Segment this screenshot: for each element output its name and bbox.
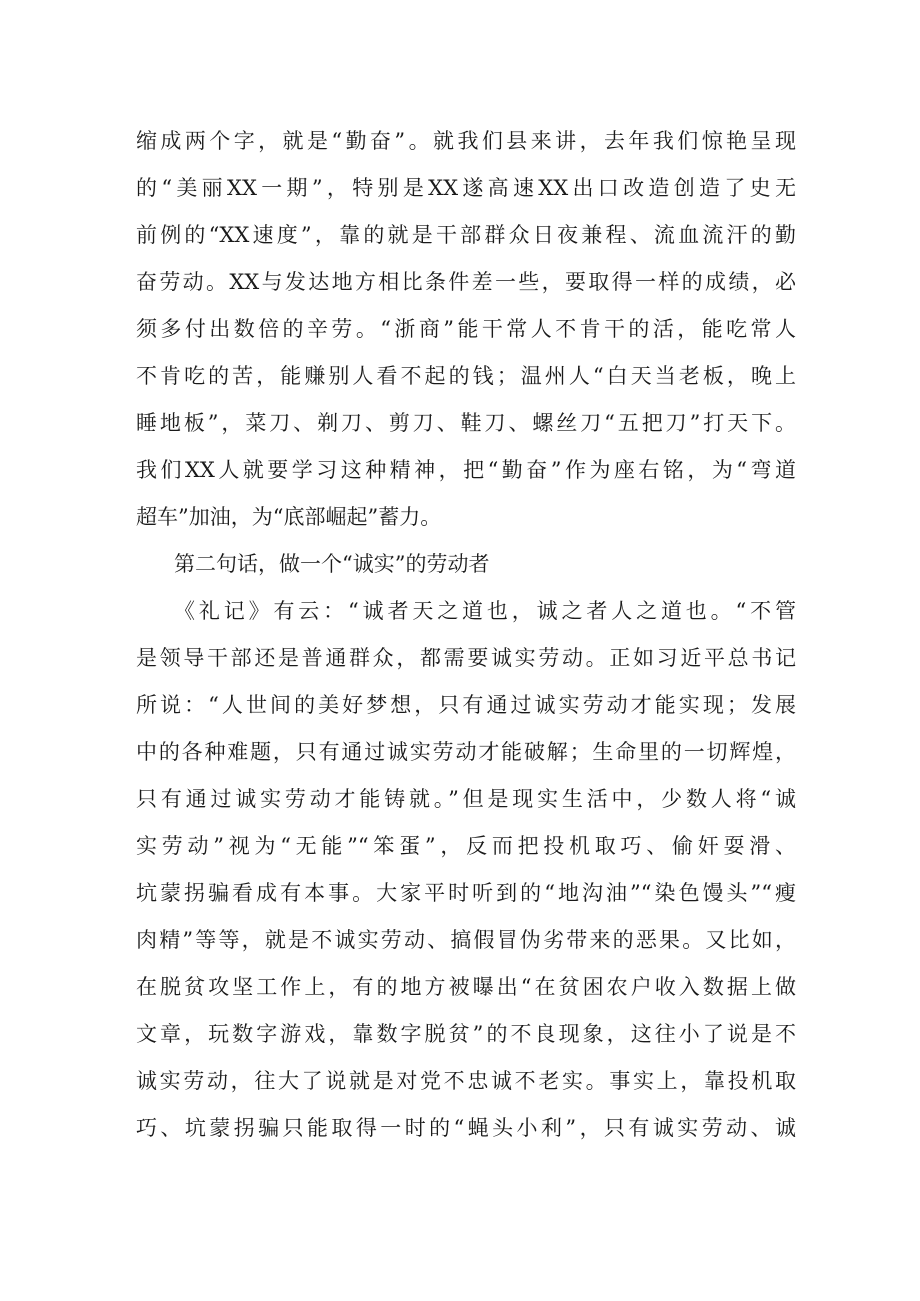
paragraph-honesty — [136, 588, 796, 1152]
text-line: 只有通过诚实劳动才能铸就。”但是现实生活中，少数人将“诚 — [136, 787, 796, 811]
paragraph-diligence — [136, 118, 796, 541]
section-heading-honesty — [136, 541, 796, 588]
text-line: 是领导干部还是普通群众，都需要诚实劳动。正如习近平总书记 — [136, 646, 796, 670]
section-heading: 第二句话，做一个“诚实”的劳动者 — [174, 552, 490, 576]
text-line: 《礼记》有云：“诚者天之道也，诚之者人之道也。“不管 — [174, 599, 796, 623]
text-line: 文章，玩数字游戏，靠数字脱贫”的不良现象，这往小了说是不 — [136, 1022, 796, 1046]
text-line: 不肯吃的苦，能赚别人看不起的钱；温州人“白天当老板，晚上 — [136, 364, 796, 388]
text-line: 前例的“XX速度”，靠的就是干部群众日夜兼程、流血流汗的勤 — [136, 223, 796, 247]
text-line: 坑蒙拐骗看成有本事。大家平时听到的“地沟油”“染色馒头”“瘦 — [136, 881, 796, 905]
text-line: 巧、坑蒙拐骗只能取得一时的“蝇头小利”，只有诚实劳动、诚 — [136, 1116, 796, 1140]
text-line: 的“美丽XX一期”，特别是XX遂高速XX出口改造创造了史无 — [136, 176, 796, 200]
text-line: 诚实劳动，往大了说就是对党不忠诚不老实。事实上，靠投机取 — [136, 1069, 796, 1093]
text-line: 超车”加油，为“底部崛起”蓄力。 — [136, 505, 442, 529]
text-line: 睡地板”，菜刀、剃刀、剪刀、鞋刀、螺丝刀“五把刀”打天下。 — [136, 411, 796, 435]
text-line: 我们XX人就要学习这种精神，把“勤奋”作为座右铭，为“弯道 — [136, 458, 796, 482]
text-line: 实劳动”视为“无能”“笨蛋”，反而把投机取巧、偷奸耍滑、 — [136, 834, 796, 858]
text-line: 中的各种难题，只有通过诚实劳动才能破解；生命里的一切辉煌， — [136, 740, 796, 764]
text-line: 肉精”等等，就是不诚实劳动、搞假冒伪劣带来的恶果。又比如， — [136, 928, 796, 952]
text-line: 须多付出数倍的辛劳。“浙商”能干常人不肯干的活，能吃常人 — [136, 317, 796, 341]
document-body — [136, 118, 796, 1152]
text-line: 在脱贫攻坚工作上，有的地方被曝出“在贫困农户收入数据上做 — [136, 975, 796, 999]
text-line: 奋劳动。XX与发达地方相比条件差一些，要取得一样的成绩，必 — [136, 270, 796, 294]
text-line: 所说：“人世间的美好梦想，只有通过诚实劳动才能实现；发展 — [136, 693, 796, 717]
text-line: 缩成两个字，就是“勤奋”。就我们县来讲，去年我们惊艳呈现 — [136, 129, 796, 153]
